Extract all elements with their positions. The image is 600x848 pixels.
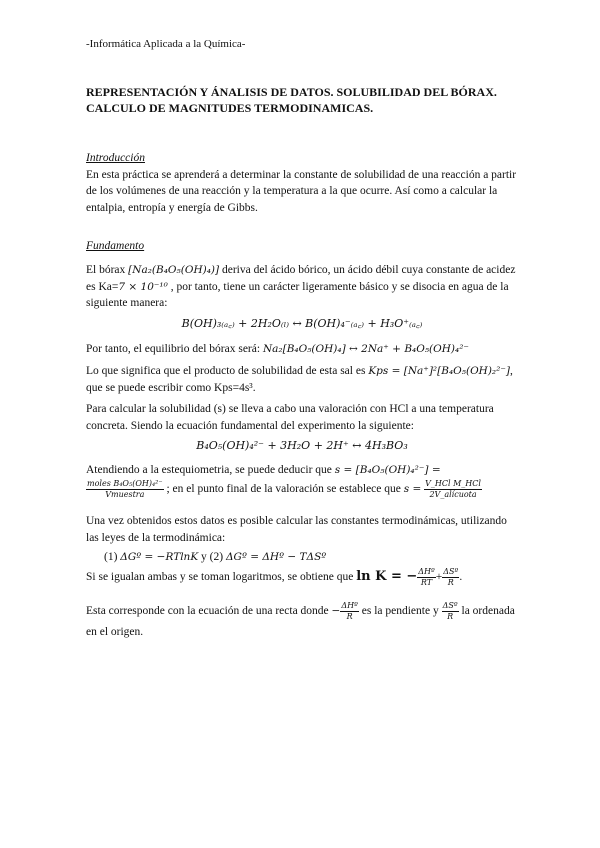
moles-fraction-num: moles B₄O₅(OH)₄²⁻ [87,478,163,488]
p3-text-a: Lo que significa que el producto de solubilidad de esta sal es [86,365,366,377]
solubility-equation: s = [B₄O₅(OH)₄²⁻] = [334,464,441,476]
paragraph-equilibrium [86,341,518,358]
period: . [459,571,463,584]
p1-text-a: El bórax [86,264,126,276]
title-line-1: REPRESENTACIÓN Y ÁNALISIS DE DATOS. SOLUBILIDAD DEL BÓRAX. [86,85,497,99]
fundamento-heading: Fundamento [86,240,145,252]
paragraph-valoracion: Para calcular la solubilidad (s) se lleva a cabo una valoración con HCl a una temperatura concreta. Siendo la ecuación fundamental del experimento la siguiente: [86,403,494,432]
entropy-fraction [442,567,459,588]
law-2-label: (2) [209,551,224,563]
p8-text-b: es la pendiente y [361,605,439,618]
enthalpy-den: RT [420,578,433,587]
p5-text-b: ; en el punto final de la valoración se establece que [166,482,401,495]
paragraph-stoichiometry [86,462,518,500]
moles-fraction [86,479,164,500]
titration-fraction-num: V_HCl M_HCl [425,478,481,488]
slope-num: ΔHº [341,601,358,610]
title-line-2: CALCULO DE MAGNITUDES TERMODINAMICAS. [86,101,374,115]
law-1-equation: ΔGº = −RTlnK [120,551,199,563]
intro-section [86,150,518,216]
enthalpy-num: ΔHº [418,567,435,576]
equation-titration: B₄O₅(OH)₄²⁻ + 3H₂O + 2H⁺ ↔ 4H₃BO₃ [196,439,408,452]
thermo-laws [104,549,536,566]
slope-fraction [340,601,359,622]
law-2-equation: ΔGº = ΔHº − TΔSº [225,551,327,563]
moles-fraction-den: Vmuestra [105,489,145,499]
p1-text-b: deriva del ácido bórico, un ácido débil cuya constante de acidez es Ka= [86,264,516,293]
slope-den: R [346,612,353,621]
paragraph-lnk [86,567,518,588]
minus-sign: − [331,605,341,618]
fundamento-heading-wrap [86,238,518,255]
entropy-den: R [447,578,454,587]
equation-boric-acid: B(OH)₃₍ₐ꜀₎ + 2H₂O₍ₗ₎ ↔ B(OH)₄⁻₍ₐ꜀₎ + H₃O⁺₍ₐ꜀₎ [181,317,423,330]
paragraph-borax [86,262,518,312]
s-equals: s = [403,482,422,495]
p2-text: Por tanto, el equilibrio del bórax será: [86,343,261,355]
titration-fraction-den: 2V_alícuota [429,489,477,499]
equilibrium-equation: Na₂[B₄O₅(OH)₄] ↔ 2Na⁺ + B₄O₅(OH)₄²⁻ [262,343,469,355]
enthalpy-fraction [417,567,436,588]
borax-formula: [Na₂(B₄O₅(OH)₄)] [128,264,220,276]
p7-text: Si se igualan ambas y se toman logaritmos, se obtiene que [86,571,354,584]
p5-text-a: Atendiendo a la estequiometria, se puede deducir que [86,464,332,476]
law-1-label: (1) [104,551,118,563]
intercept-num: ΔSº [442,601,458,610]
p1-text-c: , por tanto, tiene un carácter ligeramente básico y se disocia en agua de la siguiente manera: [86,280,509,309]
intro-heading: Introducción [86,152,145,164]
page-header: -Informática Aplicada a la Química- [86,38,246,50]
plus-sign: + [435,571,443,584]
document-title [86,84,518,116]
intro-text: En esta práctica se aprenderá a determinar la constante de solubilidad de una reacción a partir de los volúmenes de una reacción y la temperatura a la que ocurre. Así como a calcular la entalpia, entropía y energía de Gibbs. [86,168,517,214]
ka-value: 7 × 10⁻¹⁰ [118,280,168,293]
titration-fraction [424,479,482,500]
intercept-den: R [447,612,454,621]
kps-equation: Kps = [Na⁺]²[B₄O₅(OH)₂²⁻] [368,365,510,377]
p8-text-a: Esta corresponde con la ecuación de una recta donde [86,605,329,618]
paragraph-kps [86,363,518,396]
paragraph-line [86,601,518,642]
entropy-num: ΔSº [443,567,459,576]
paragraph-thermo: Una vez obtenidos estos datos es posible calcular las constantes termodinámicas, utilizando las leyes de la termodinámica: [86,515,507,544]
lnk-label: ln K = − [356,569,418,585]
p3-text-b: , que se puede escribir como Kps=4s³. [86,365,513,394]
p8-text-c: la ordenada en el origen. [86,605,515,638]
intercept-fraction [442,601,459,622]
law-connector: y [201,551,207,563]
